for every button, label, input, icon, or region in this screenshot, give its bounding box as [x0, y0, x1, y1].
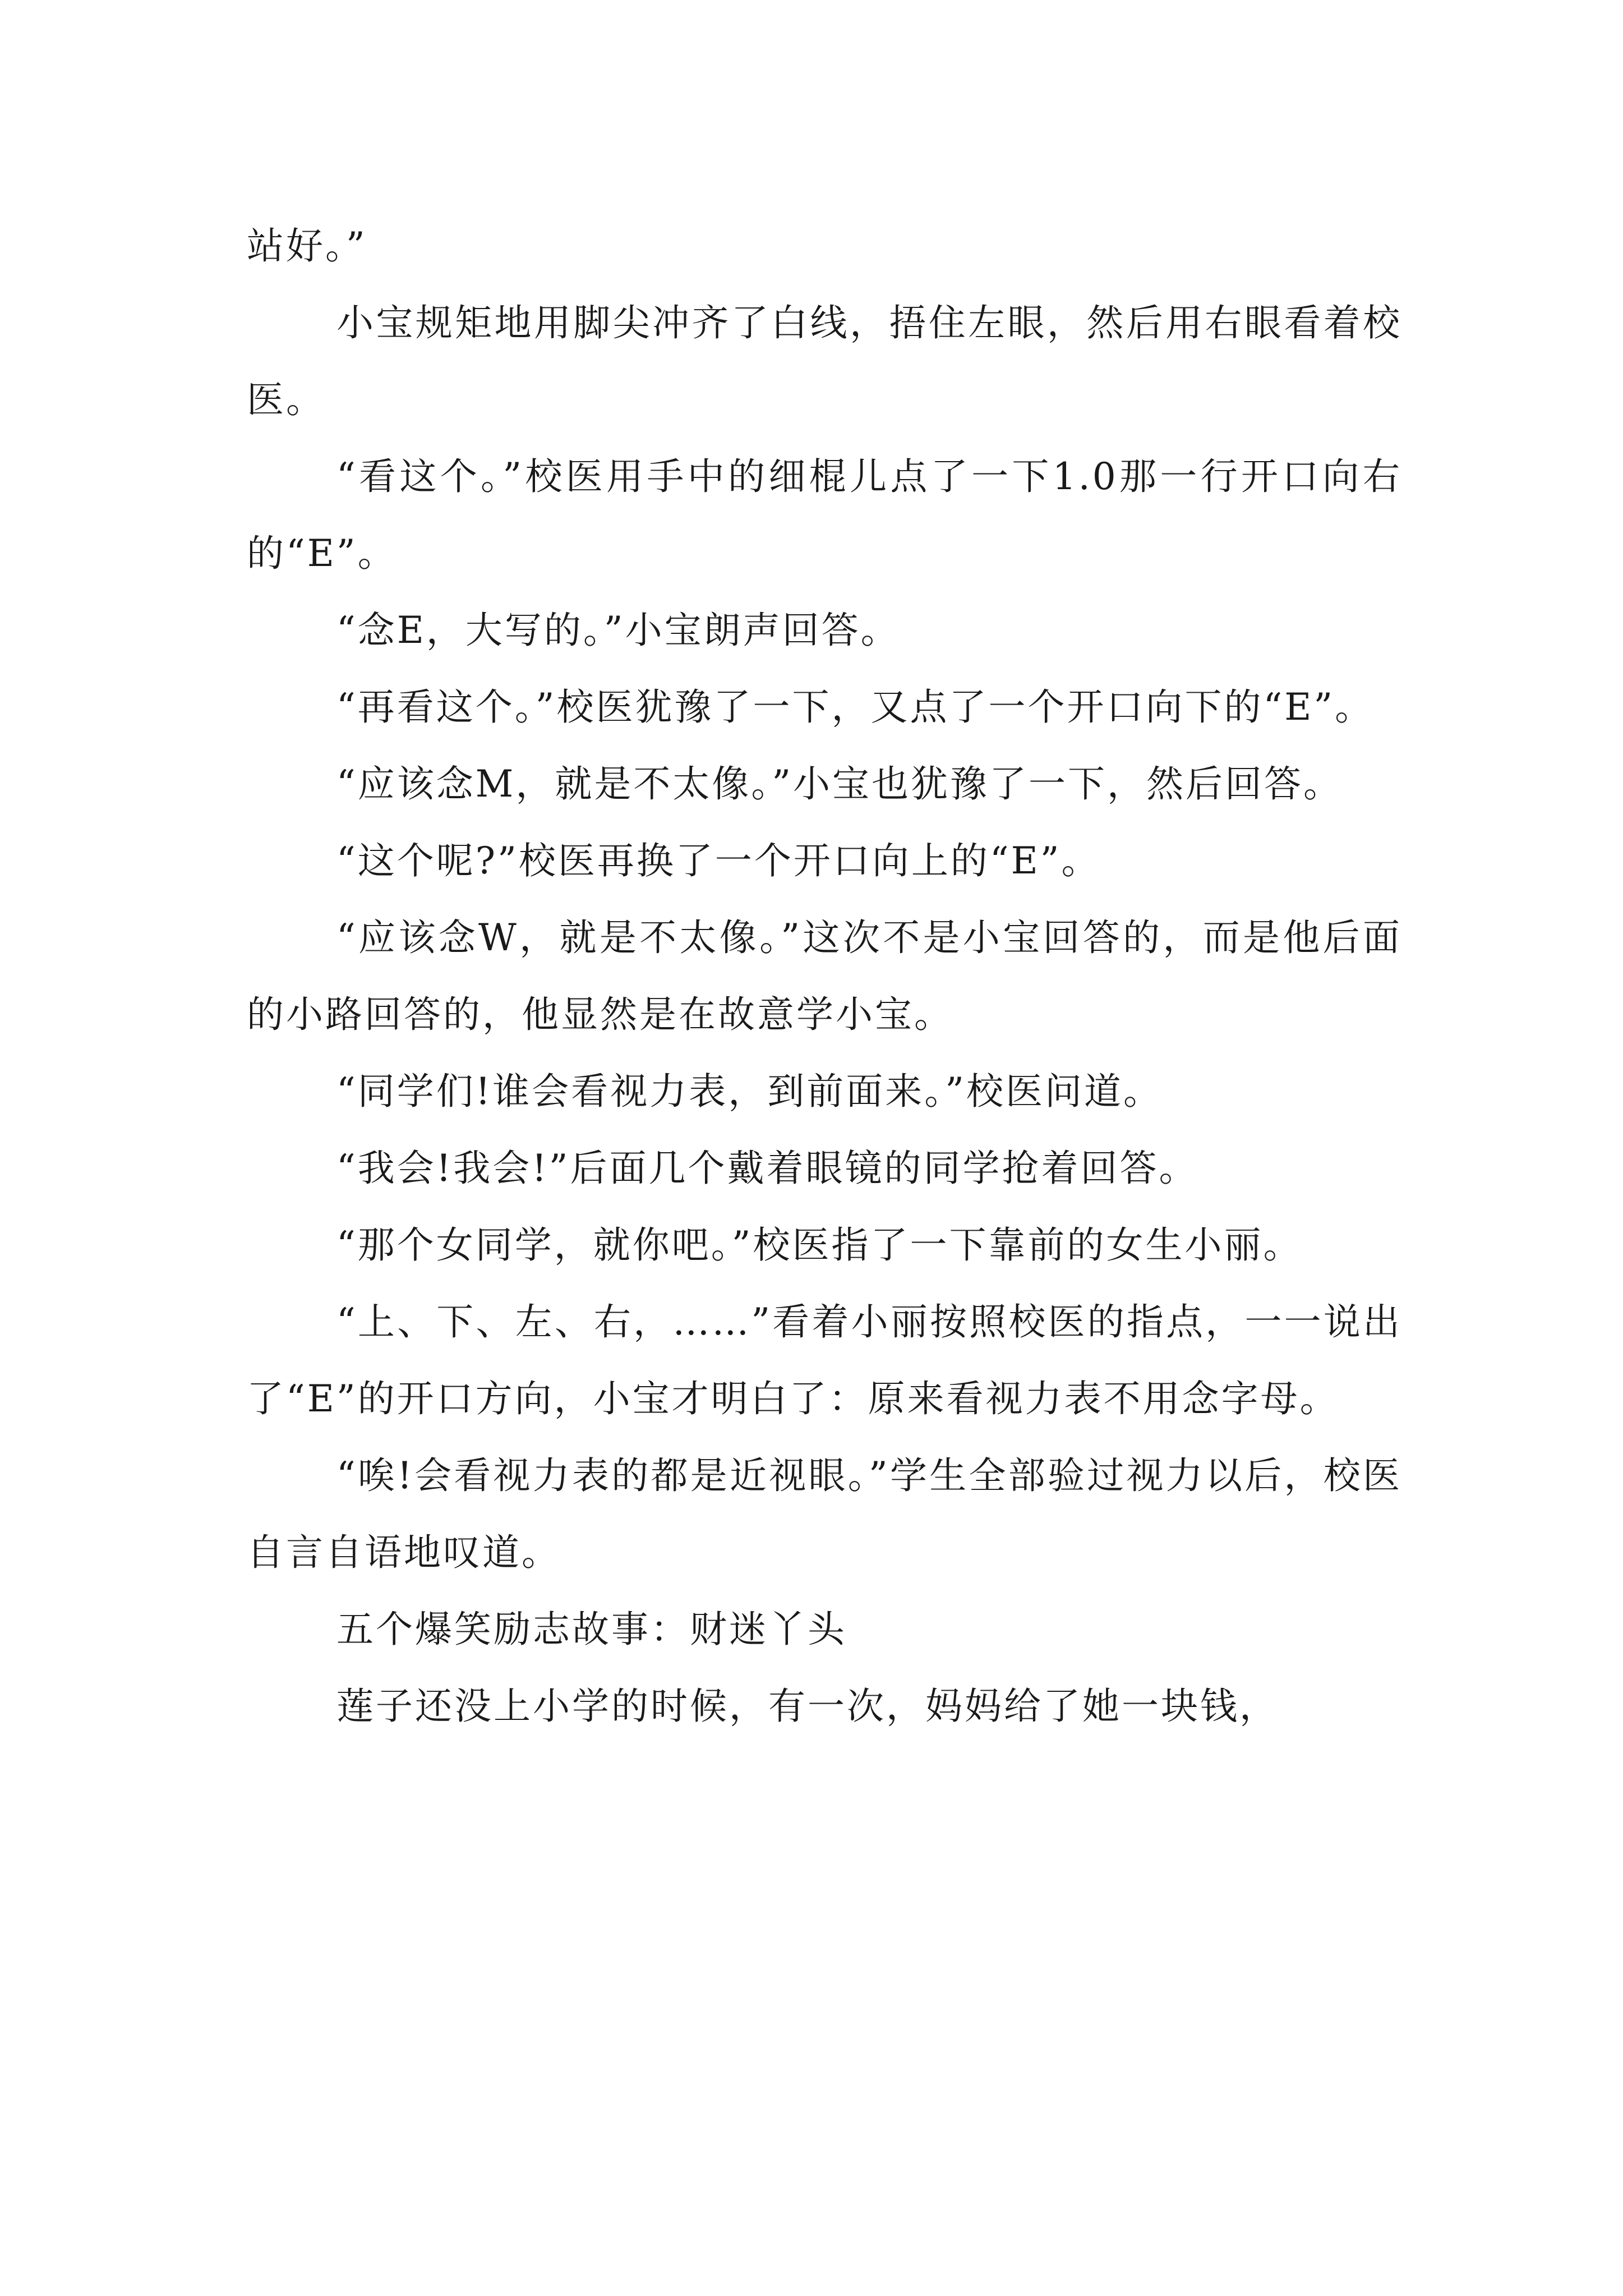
paragraph: “我会!我会!”后面几个戴着眼镜的同学抢着回答。 — [336, 1147, 1198, 1190]
document-body — [247, 208, 1402, 1745]
section-heading: 五个爆笑励志故事：财迷丫头 — [336, 1608, 847, 1651]
paragraph: “应该念W，就是不太像。”这次不是小宝回答的，而是他后面的小路回答的，他显然是在故意学小宝。 — [247, 916, 1402, 1036]
paragraph: “唉!会看视力表的都是近视眼。”学生全部验过视力以后，校医自言自语地叹道。 — [247, 1454, 1402, 1574]
paragraph: “上、下、左、右，……”看着小丽按照校医的指点，一一说出了“E”的开口方向，小宝才明白了：原来看视力表不用念字母。 — [247, 1300, 1402, 1420]
paragraph: “念E，大写的。”小宝朗声回答。 — [336, 609, 900, 652]
paragraph: 站好。” — [247, 224, 367, 268]
paragraph: “那个女同学，就你吧。”校医指了一下靠前的女生小丽。 — [336, 1223, 1303, 1267]
paragraph: “再看这个。”校医犹豫了一下，又点了一个开口向下的“E”。 — [336, 685, 1375, 729]
paragraph: “这个呢?”校医再换了一个开口向上的“E”。 — [336, 839, 1101, 882]
paragraph: “看这个。”校医用手中的细棍儿点了一下1.0那一行开口向右的“E”。 — [247, 455, 1402, 575]
paragraph: 小宝规矩地用脚尖冲齐了白线，捂住左眼，然后用右眼看着校医。 — [247, 301, 1402, 421]
paragraph: “应该念M，就是不太像。”小宝也犹豫了一下，然后回答。 — [336, 762, 1343, 806]
paragraph: 莲子还没上小学的时候，有一次，妈妈给了她一块钱， — [336, 1685, 1279, 1728]
paragraph: “同学们!谁会看视力表，到前面来。”校医问道。 — [336, 1070, 1163, 1113]
